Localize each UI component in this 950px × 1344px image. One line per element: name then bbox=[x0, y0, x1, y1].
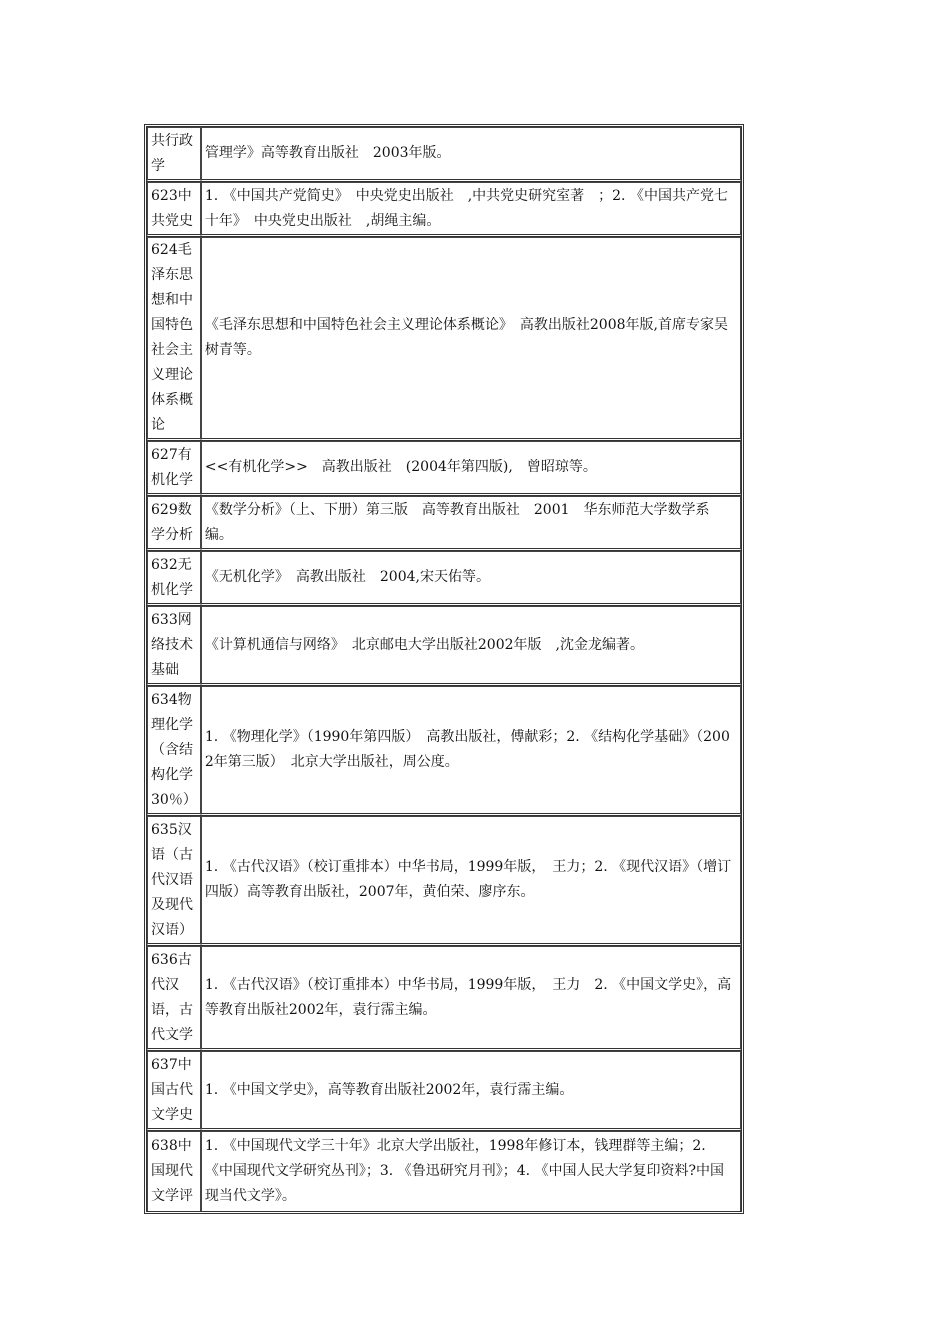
books-cell: 1. 《中国现代文学三十年》北京大学出版社，1998年修订本，钱理群等主编；2. 《中国现代文学研究丛刊》；3. 《鲁迅研究月刊》；4. 《中国人民大学复印资料?中国现当代文学》。 bbox=[201, 1131, 741, 1211]
subject-cell: 638中国现代文学评 bbox=[147, 1131, 201, 1211]
table-row bbox=[147, 441, 741, 496]
books-cell: 1. 《中国文学史》，高等教育出版社2002年，袁行霈主编。 bbox=[201, 1051, 741, 1131]
table-row bbox=[147, 237, 741, 441]
subject-cell: 632无机化学 bbox=[147, 551, 201, 606]
books-cell: <<有机化学>> 高教出版社 (2004年第四版), 曾昭琼等。 bbox=[201, 441, 741, 496]
subject-cell: 633网络技术基础 bbox=[147, 606, 201, 686]
table-row bbox=[147, 127, 741, 182]
subject-cell: 637中国古代文学史 bbox=[147, 1051, 201, 1131]
subject-cell: 634物理化学（含结构化学30％） bbox=[147, 686, 201, 816]
subject-cell: 627有机化学 bbox=[147, 441, 201, 496]
books-cell: 《无机化学》 高教出版社 2004,宋天佑等。 bbox=[201, 551, 741, 606]
table-row bbox=[147, 1051, 741, 1131]
subject-cell: 共行政学 bbox=[147, 127, 201, 182]
books-cell: 《计算机通信与网络》 北京邮电大学出版社2002年版 ,沈金龙编著。 bbox=[201, 606, 741, 686]
subject-cell: 636古代汉语，古代文学 bbox=[147, 946, 201, 1051]
table-row bbox=[147, 1131, 741, 1211]
subject-cell: 623中共党史 bbox=[147, 182, 201, 237]
books-cell: 《数学分析》（上、下册）第三版 高等教育出版社 2001 华东师范大学数学系编。 bbox=[201, 496, 741, 551]
table-row bbox=[147, 496, 741, 551]
table-row bbox=[147, 686, 741, 816]
books-cell: 1. 《古代汉语》（校订重排本）中华书局，1999年版， 王力 2. 《中国文学史》，高等教育出版社2002年，袁行霈主编。 bbox=[201, 946, 741, 1051]
reference-books-table bbox=[144, 124, 744, 1214]
table-row bbox=[147, 606, 741, 686]
subject-cell: 624毛泽东思想和中国特色社会主义理论体系概论 bbox=[147, 237, 201, 441]
table-row bbox=[147, 551, 741, 606]
books-cell: 1. 《物理化学》（1990年第四版） 高教出版社，傅献彩；2. 《结构化学基础》（2002年第三版） 北京大学出版社，周公度。 bbox=[201, 686, 741, 816]
books-cell: 1. 《中国共产党简史》 中央党史出版社 ,中共党史研究室著 ；2. 《中国共产党七十年》 中央党史出版社 ,胡绳主编。 bbox=[201, 182, 741, 237]
table-row bbox=[147, 816, 741, 946]
table-row bbox=[147, 182, 741, 237]
subject-cell: 635汉语（古代汉语及现代汉语） bbox=[147, 816, 201, 946]
subject-cell: 629数学分析 bbox=[147, 496, 201, 551]
books-cell: 《毛泽东思想和中国特色社会主义理论体系概论》 高教出版社2008年版,首席专家吴树青等。 bbox=[201, 237, 741, 441]
books-cell: 1. 《古代汉语》（校订重排本）中华书局，1999年版， 王力；2. 《现代汉语》（增订四版）高等教育出版社，2007年，黄伯荣、廖序东。 bbox=[201, 816, 741, 946]
table-row bbox=[147, 946, 741, 1051]
books-cell: 管理学》高等教育出版社 2003年版。 bbox=[201, 127, 741, 182]
